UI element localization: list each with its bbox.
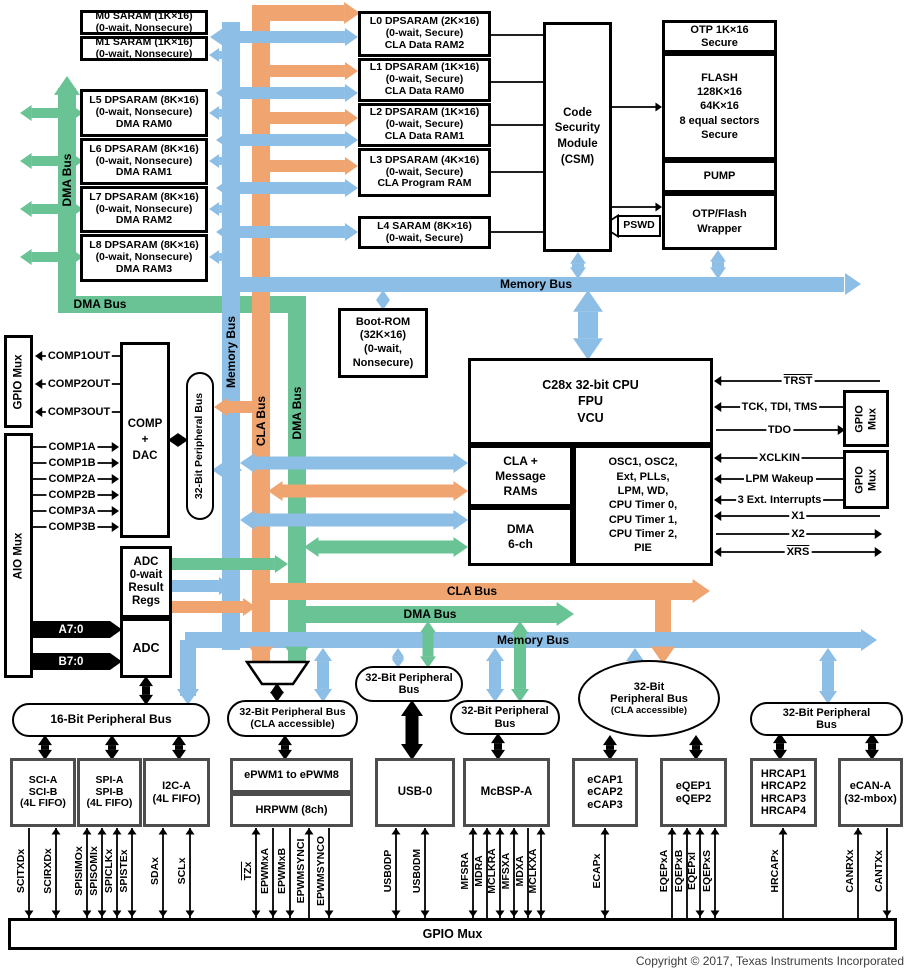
code-security-module: Code Security Module (CSM)	[543, 22, 612, 252]
bus-32bit-mcbsp: 32-Bit Peripheral Bus	[450, 700, 560, 735]
signal-mclkra: MCLKRA	[486, 848, 498, 894]
mcbsp: McBSP-A	[463, 758, 550, 827]
bus-32bit-usb: 32-Bit Peripheral Bus	[355, 666, 463, 702]
pswd: PSWD	[617, 215, 661, 237]
adc: ADC	[120, 618, 172, 678]
signal-mclkxa: MCLKXA	[527, 848, 539, 894]
c28x-cpu: C28x 32-bit CPU FPU VCU	[468, 358, 713, 445]
bus-label-cla-bus: CLA Bus	[254, 395, 268, 447]
signal-usb0dp: USB0DP	[382, 849, 394, 893]
signal-epwmxa: EPWMxA	[259, 847, 271, 895]
signal-mdra: MDRA	[473, 855, 485, 887]
m0-saram: M0 SARAM (1K×16) (0-wait, Nonsecure)	[80, 10, 208, 35]
otp-flash-wrapper: OTP/Flash Wrapper	[662, 193, 777, 250]
signal-scirxdx: SCIRXDx	[42, 848, 54, 894]
comp-dac: COMP + DAC	[120, 342, 170, 538]
signal-comp1a: COMP1A	[48, 441, 96, 453]
signal-comp1out: COMP1OUT	[47, 350, 111, 362]
bus-label-memory-bus: Memory Bus	[224, 315, 238, 389]
signal-mfsxa: MFSXA	[500, 852, 512, 890]
signal-spiclkx: SPICLKx	[103, 848, 115, 894]
signal-trst: TRST	[783, 375, 813, 387]
pump: PUMP	[662, 160, 777, 193]
adc-result-regs: ADC 0-wait Result Regs	[120, 546, 172, 618]
signal-spisimox: SPISIMOx	[73, 846, 85, 896]
l4-saram: L4 SARAM (8K×16) (0-wait, Secure)	[358, 216, 491, 249]
signal-eqepxs: EQEPxS	[701, 849, 713, 893]
bus-32bit-pwm: 32-Bit Peripheral Bus (CLA accessible)	[227, 700, 358, 737]
signal-scitxdx: SCITXDx	[15, 848, 27, 894]
signal-usb0dm: USB0DM	[411, 848, 423, 894]
signal-sclx: SCLx	[176, 857, 188, 885]
signal-x2: X2	[791, 528, 805, 540]
l7-dpsaram: L7 DPSARAM (8K×16) (0-wait, Nonsecure) DMA RAM2	[80, 186, 208, 233]
signal-comp1b: COMP1B	[48, 457, 96, 469]
copyright: Copyright © 2017, Texas Instruments Incorporated	[635, 954, 904, 968]
signal-comp3a: COMP3A	[48, 505, 96, 517]
signal-eqepxa: EQEPxA	[658, 849, 670, 893]
m1-saram: M1 SARAM (1K×16) (0-wait, Nonsecure)	[80, 36, 208, 61]
signal-comp2a: COMP2A	[48, 473, 96, 485]
hrcap: HRCAP1 HRCAP2 HRCAP3 HRCAP4	[750, 758, 817, 827]
sci: SCI-A SCI-B (4L FIFO)	[10, 758, 76, 827]
signal-xclkin: XCLKIN	[759, 452, 800, 464]
signal-comp2out: COMP2OUT	[47, 378, 111, 390]
signal-sdax: SDAx	[149, 856, 161, 886]
signal-eqepxb: EQEPxB	[673, 849, 685, 893]
l2-dpsaram: L2 DPSARAM (1K×16) (0-wait, Secure) CLA Data RAM1	[358, 103, 491, 147]
osc-timers-pie: OSC1, OSC2, Ext, PLLs, LPM, WD, CPU Timer 0, CPU Timer 1, CPU Timer 2, PIE	[573, 445, 713, 566]
signal-eqepxi: EQEPxI	[686, 852, 698, 890]
spi: SPI-A SPI-B (4L FIFO)	[77, 758, 142, 827]
bus-label-dma-bus: DMA Bus	[60, 153, 74, 207]
signal-canrxx: CANRXx	[844, 849, 856, 893]
signal-cantxx: CANTXx	[873, 849, 885, 893]
signal-3-ext-interrupts: 3 Ext. Interrupts	[737, 494, 822, 506]
adc-input-b70: B7:0	[32, 653, 110, 670]
epwm: ePWM1 to ePWM8	[230, 758, 353, 793]
otp: OTP 1K×16 Secure	[662, 20, 777, 53]
l8-dpsaram: L8 DPSARAM (8K×16) (0-wait, Nonsecure) DMA RAM3	[80, 234, 208, 282]
bus-32bit-hrcap: 32-Bit Peripheral Bus	[750, 702, 903, 736]
signal-spisomix: SPISOMIx	[88, 846, 100, 896]
signal-tdo: TDO	[767, 424, 792, 436]
l3-dpsaram: L3 DPSARAM (4K×16) (0-wait, Secure) CLA Program RAM	[358, 148, 491, 197]
hrpwm: HRPWM (8ch)	[230, 793, 353, 827]
l6-dpsaram: L6 DPSARAM (8K×16) (0-wait, Nonsecure) DMA RAM1	[80, 138, 208, 185]
bus-label-dma-bus: DMA Bus	[290, 386, 304, 440]
signal-comp2b: COMP2B	[48, 489, 96, 501]
bus-label-dma-bus: DMA Bus	[73, 297, 127, 311]
gpio-mux-right-1: GPIO Mux	[843, 390, 889, 447]
gpio-mux-left: GPIO Mux	[4, 335, 33, 428]
gpio-mux-bar: GPIO Mux	[8, 918, 897, 950]
flash: FLASH 128K×16 64K×16 8 equal sectors Secure	[662, 53, 777, 160]
signal-comp3b: COMP3B	[48, 521, 96, 533]
signal-tck-tdi-tms: TCK, TDI, TMS	[741, 401, 818, 413]
eqep: eQEP1 eQEP2	[660, 758, 727, 827]
bus-16bit-peripheral: 16-Bit Peripheral Bus	[12, 703, 210, 737]
signal-x1: X1	[791, 510, 805, 522]
signal-epwmsynci: EPWMSYNCI	[295, 838, 307, 904]
signal-spistex: SPISTEx	[118, 849, 130, 893]
usb0: USB-0	[375, 758, 455, 827]
dma-6ch: DMA 6-ch	[468, 507, 573, 566]
i2c: I2C-A (4L FIFO)	[143, 758, 210, 827]
boot-rom: Boot-ROM (32K×16) (0-wait, Nonsecure)	[338, 308, 428, 378]
bus-label-dma-bus: DMA Bus	[403, 607, 457, 621]
adc-input-a70: A7:0	[32, 621, 110, 638]
bus-label-memory-bus: Memory Bus	[499, 277, 573, 291]
l1-dpsaram: L1 DPSARAM (1K×16) (0-wait, Secure) CLA Data RAM0	[358, 58, 491, 102]
signal-mdxa: MDXA	[514, 855, 526, 887]
signal-ecapx: ECAPx	[591, 853, 603, 889]
aio-mux: AIO Mux	[4, 433, 33, 678]
signal-epwmsynco: EPWMSYNCO	[315, 835, 327, 907]
signal-hrcapx: HRCAPx	[769, 849, 781, 893]
bus-label-memory-bus: Memory Bus	[496, 633, 570, 647]
cla-message-rams: CLA + Message RAMs	[468, 445, 573, 507]
signal-lpm-wakeup: LPM Wakeup	[745, 473, 814, 485]
signal-mfsra: MFSRA	[459, 852, 471, 890]
peripheral-bus-32bit-vertical: 32-Bit Peripheral Bus	[186, 372, 214, 520]
l0-dpsaram: L0 DPSARAM (2K×16) (0-wait, Secure) CLA Data RAM2	[358, 11, 491, 57]
bus-label-cla-bus: CLA Bus	[446, 584, 498, 598]
ecap: eCAP1 eCAP2 eCAP3	[572, 758, 638, 827]
l5-dpsaram: L5 DPSARAM (8K×16) (0-wait, Nonsecure) DMA RAM0	[80, 89, 208, 137]
bus-32bit-qep: 32-Bit Peripheral Bus (CLA accessible)	[578, 660, 720, 737]
signal-comp3out: COMP3OUT	[47, 406, 111, 418]
gpio-mux-right-2: GPIO Mux	[843, 450, 889, 509]
signal-epwmxb: EPWMxB	[276, 847, 288, 895]
ecan: eCAN-A (32-mbox)	[838, 758, 903, 827]
signal-tzx: $\overline{TZx}$	[242, 861, 254, 881]
signal-xrs: $\overline{XRS}$	[786, 546, 810, 558]
